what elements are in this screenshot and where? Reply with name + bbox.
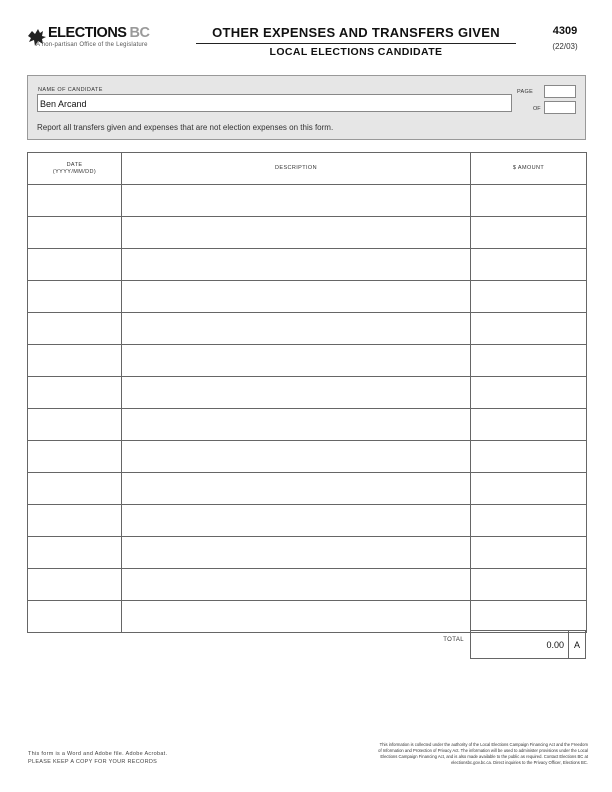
amount-column-header: $ AMOUNT: [471, 153, 587, 185]
date-header-line1: DATE: [66, 161, 83, 168]
logo-wordmark: [48, 25, 149, 41]
candidate-name-label: NAME OF CANDIDATE: [38, 87, 103, 93]
expense-table-body: [28, 185, 587, 633]
description-cell[interactable]: [122, 409, 471, 441]
description-cell[interactable]: [122, 249, 471, 281]
description-cell[interactable]: [122, 569, 471, 601]
total-amount-field[interactable]: 0.00: [470, 630, 569, 659]
date-cell[interactable]: [28, 505, 122, 537]
instruction-text: Report all transfers given and expenses that are not election expenses on this form.: [37, 123, 334, 132]
description-cell[interactable]: [122, 601, 471, 633]
date-cell[interactable]: [28, 185, 122, 217]
date-cell[interactable]: [28, 249, 122, 281]
privacy-notice-line4: electionsbc.gov.bc.ca. Direct inquiries to the Privacy Officer, Elections BC.: [451, 760, 588, 765]
amount-cell[interactable]: [471, 345, 587, 377]
privacy-notice-line2: of Information and Protection of Privacy Act. The information will be used to administer provisions under the Local: [378, 748, 588, 753]
date-cell[interactable]: [28, 537, 122, 569]
amount-cell[interactable]: [471, 441, 587, 473]
date-cell[interactable]: [28, 473, 122, 505]
table-row: [28, 281, 587, 313]
table-row: [28, 249, 587, 281]
date-cell[interactable]: [28, 409, 122, 441]
amount-cell[interactable]: [471, 601, 587, 633]
page-of-label: OF: [533, 106, 541, 112]
table-row: [28, 377, 587, 409]
logo-tagline: A non-partisan Office of the Legislature: [36, 42, 148, 48]
description-column-header: DESCRIPTION: [122, 153, 471, 185]
amount-cell[interactable]: [471, 217, 587, 249]
amount-cell[interactable]: [471, 569, 587, 601]
total-reference-letter: A: [568, 630, 586, 659]
amount-cell[interactable]: [471, 249, 587, 281]
date-cell[interactable]: [28, 345, 122, 377]
amount-cell[interactable]: [471, 537, 587, 569]
table-row: [28, 473, 587, 505]
table-row: [28, 185, 587, 217]
privacy-notice-line1: This information is collected under the authority of the Local Elections Campaign Financing Act and the Freedom: [379, 742, 588, 747]
date-cell[interactable]: [28, 217, 122, 249]
form-subtitle: LOCAL ELECTIONS CANDIDATE: [269, 46, 443, 58]
amount-cell[interactable]: [471, 473, 587, 505]
description-cell[interactable]: [122, 217, 471, 249]
date-column-header: [28, 153, 122, 185]
table-row: [28, 601, 587, 633]
amount-cell[interactable]: [471, 281, 587, 313]
amount-cell[interactable]: [471, 313, 587, 345]
footer-note: [28, 750, 167, 766]
table-row: [28, 217, 587, 249]
page-label: PAGE: [517, 89, 534, 95]
amount-cell[interactable]: [471, 377, 587, 409]
description-cell[interactable]: [122, 505, 471, 537]
page-number-field[interactable]: [544, 85, 576, 98]
description-cell[interactable]: [122, 345, 471, 377]
description-cell[interactable]: [122, 441, 471, 473]
description-cell[interactable]: [122, 313, 471, 345]
table-row: [28, 409, 587, 441]
privacy-notice-line3: Elections Campaign Financing Act, and is also made available to the public as required. Contact Elections BC at: [380, 754, 588, 759]
table-row: [28, 569, 587, 601]
date-cell[interactable]: [28, 569, 122, 601]
description-cell[interactable]: [122, 377, 471, 409]
logo-elections: ELECTIONS: [48, 25, 127, 41]
date-cell[interactable]: [28, 377, 122, 409]
form-number: 4309: [552, 25, 578, 37]
privacy-notice: [330, 742, 588, 766]
form-title: OTHER EXPENSES AND TRANSFERS GIVEN: [212, 25, 500, 40]
date-cell[interactable]: [28, 601, 122, 633]
description-cell[interactable]: [122, 537, 471, 569]
table-row: [28, 441, 587, 473]
logo-bc: BC: [129, 25, 150, 41]
amount-cell[interactable]: [471, 185, 587, 217]
footer-note-line1: This form is a Word and Adobe file. Adobe Acrobat.: [28, 751, 168, 757]
table-header-row: [28, 153, 587, 185]
table-row: [28, 537, 587, 569]
date-cell[interactable]: [28, 441, 122, 473]
candidate-name-field[interactable]: Ben Arcand: [37, 94, 512, 112]
description-cell[interactable]: [122, 185, 471, 217]
description-cell[interactable]: [122, 281, 471, 313]
amount-cell[interactable]: [471, 505, 587, 537]
form-version: (22/03): [552, 42, 578, 51]
title-divider: [196, 43, 516, 44]
date-cell[interactable]: [28, 281, 122, 313]
date-header-line2: (YYYY/MM/DD): [52, 168, 97, 175]
amount-cell[interactable]: [471, 409, 587, 441]
table-row: [28, 345, 587, 377]
total-label: TOTAL: [443, 637, 464, 643]
description-cell[interactable]: [122, 473, 471, 505]
page-total-field[interactable]: [544, 101, 576, 114]
expense-table: [27, 152, 587, 633]
table-row: [28, 313, 587, 345]
table-row: [28, 505, 587, 537]
date-cell[interactable]: [28, 313, 122, 345]
footer-note-line2: PLEASE KEEP A COPY FOR YOUR RECORDS: [28, 759, 158, 765]
